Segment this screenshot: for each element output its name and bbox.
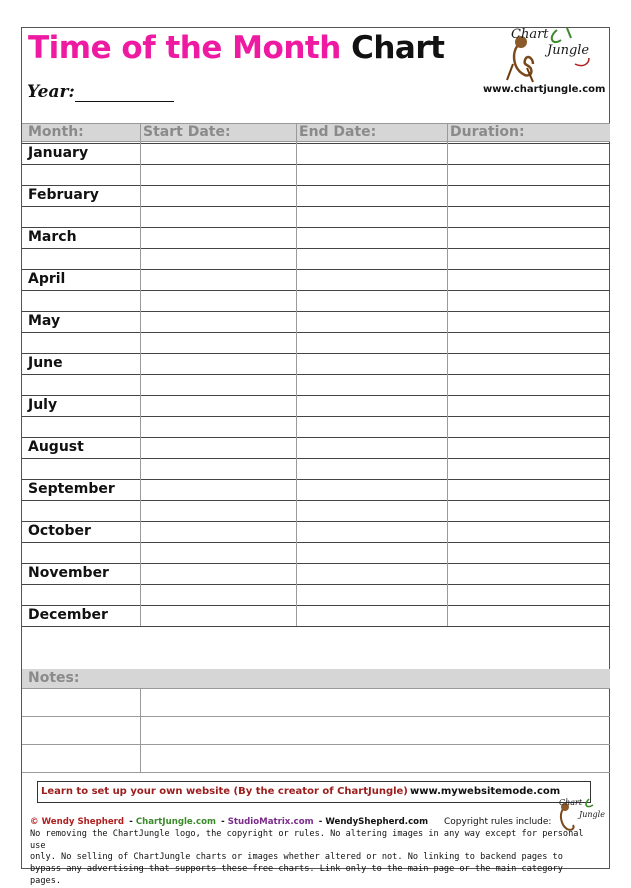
month-label: November xyxy=(28,565,109,581)
page-title xyxy=(28,30,444,66)
row-line xyxy=(22,311,610,312)
chart-sheet xyxy=(21,27,610,869)
promo-banner[interactable] xyxy=(37,781,591,803)
month-label: October xyxy=(28,523,91,539)
row-line xyxy=(22,290,610,291)
row-line xyxy=(22,542,610,543)
row-line xyxy=(22,248,610,249)
month-label: April xyxy=(28,271,66,287)
col-start-date: Start Date: xyxy=(143,124,231,140)
notes-line xyxy=(22,716,610,717)
footer: © Wendy Shepherd - ChartJungle.com - StudioMatrix.com - WendyShepherd.com No removing the ChartJungle logo, the copyright or rules. No altering images in any way except for personal use only. No selling of ChartJungle charts or images whether altered or not. No linking to backend pages to bypass any advertising that supports these free charts. Link only to the main page or the main category pages. xyxy=(30,817,590,888)
notes-label: Notes: xyxy=(28,670,80,686)
col-end-date: End Date: xyxy=(299,124,377,140)
row-line xyxy=(22,185,610,186)
title-part-2: Chart xyxy=(351,30,445,66)
svg-text:Jungle: Jungle xyxy=(547,43,590,58)
column-divider xyxy=(140,123,141,626)
month-label: September xyxy=(28,481,115,497)
footer-link-studiomatrix[interactable]: StudioMatrix.com xyxy=(227,817,314,827)
footer-copyright: © Wendy Shepherd xyxy=(30,817,125,827)
month-label: May xyxy=(28,313,61,329)
footer-rules-title: Copyright rules include: xyxy=(444,817,552,827)
col-duration: Duration: xyxy=(450,124,525,140)
table-header xyxy=(22,123,610,142)
footer-link-wendyshepherd[interactable]: WendyShepherd.com xyxy=(325,817,429,827)
notes-line xyxy=(22,772,610,773)
col-month: Month: xyxy=(28,124,84,140)
promo-url[interactable]: www.mywebsitemode.com xyxy=(410,786,561,797)
notes-line xyxy=(22,688,610,689)
svg-text:Jungle: Jungle xyxy=(579,810,605,819)
row-line xyxy=(22,563,610,564)
month-label: June xyxy=(28,355,63,371)
month-label: December xyxy=(28,607,108,623)
month-label: March xyxy=(28,229,77,245)
row-line xyxy=(22,374,610,375)
month-label: February xyxy=(28,187,99,203)
footer-link-chartjungle[interactable]: ChartJungle.com xyxy=(135,817,216,827)
row-line xyxy=(22,626,610,627)
month-label: January xyxy=(28,145,89,161)
footer-rules-line-1: No removing the ChartJungle logo, the copyright or rules. No altering images in any way except for personal use xyxy=(30,828,584,851)
row-line xyxy=(22,227,610,228)
row-line xyxy=(22,521,610,522)
website-url[interactable]: www.chartjungle.com xyxy=(483,84,606,95)
chartjungle-logo-icon xyxy=(497,24,597,84)
notes-divider xyxy=(140,688,141,772)
month-label: August xyxy=(28,439,84,455)
row-line xyxy=(22,437,610,438)
title-part-1: Time of the Month xyxy=(28,30,341,66)
column-divider xyxy=(447,123,448,626)
row-line xyxy=(22,206,610,207)
footer-rules-line-3: bypass any advertising that supports these free charts. Link only to the main page or the main category pages. xyxy=(30,864,563,886)
year-blank-line xyxy=(75,85,174,102)
notes-header xyxy=(22,669,610,688)
notes-line xyxy=(22,744,610,745)
row-line xyxy=(22,164,610,165)
row-line xyxy=(22,269,610,270)
row-line xyxy=(22,584,610,585)
row-line xyxy=(22,332,610,333)
year-label: Year: xyxy=(27,82,75,102)
svg-text:Chart: Chart xyxy=(511,27,549,42)
year-field[interactable] xyxy=(27,82,174,102)
row-line xyxy=(22,605,610,606)
row-line xyxy=(22,458,610,459)
row-line xyxy=(22,479,610,480)
column-divider xyxy=(296,123,297,626)
row-line xyxy=(22,143,610,144)
row-line xyxy=(22,395,610,396)
svg-text:Chart: Chart xyxy=(559,798,583,807)
row-line xyxy=(22,416,610,417)
row-line xyxy=(22,353,610,354)
row-line xyxy=(22,500,610,501)
promo-text: Learn to set up your own website (By the creator of ChartJungle) xyxy=(41,786,408,797)
footer-rules-line-2: only. No selling of ChartJungle charts or images whether altered or not. No linking to backend pages to xyxy=(30,852,563,863)
month-label: July xyxy=(28,397,58,413)
